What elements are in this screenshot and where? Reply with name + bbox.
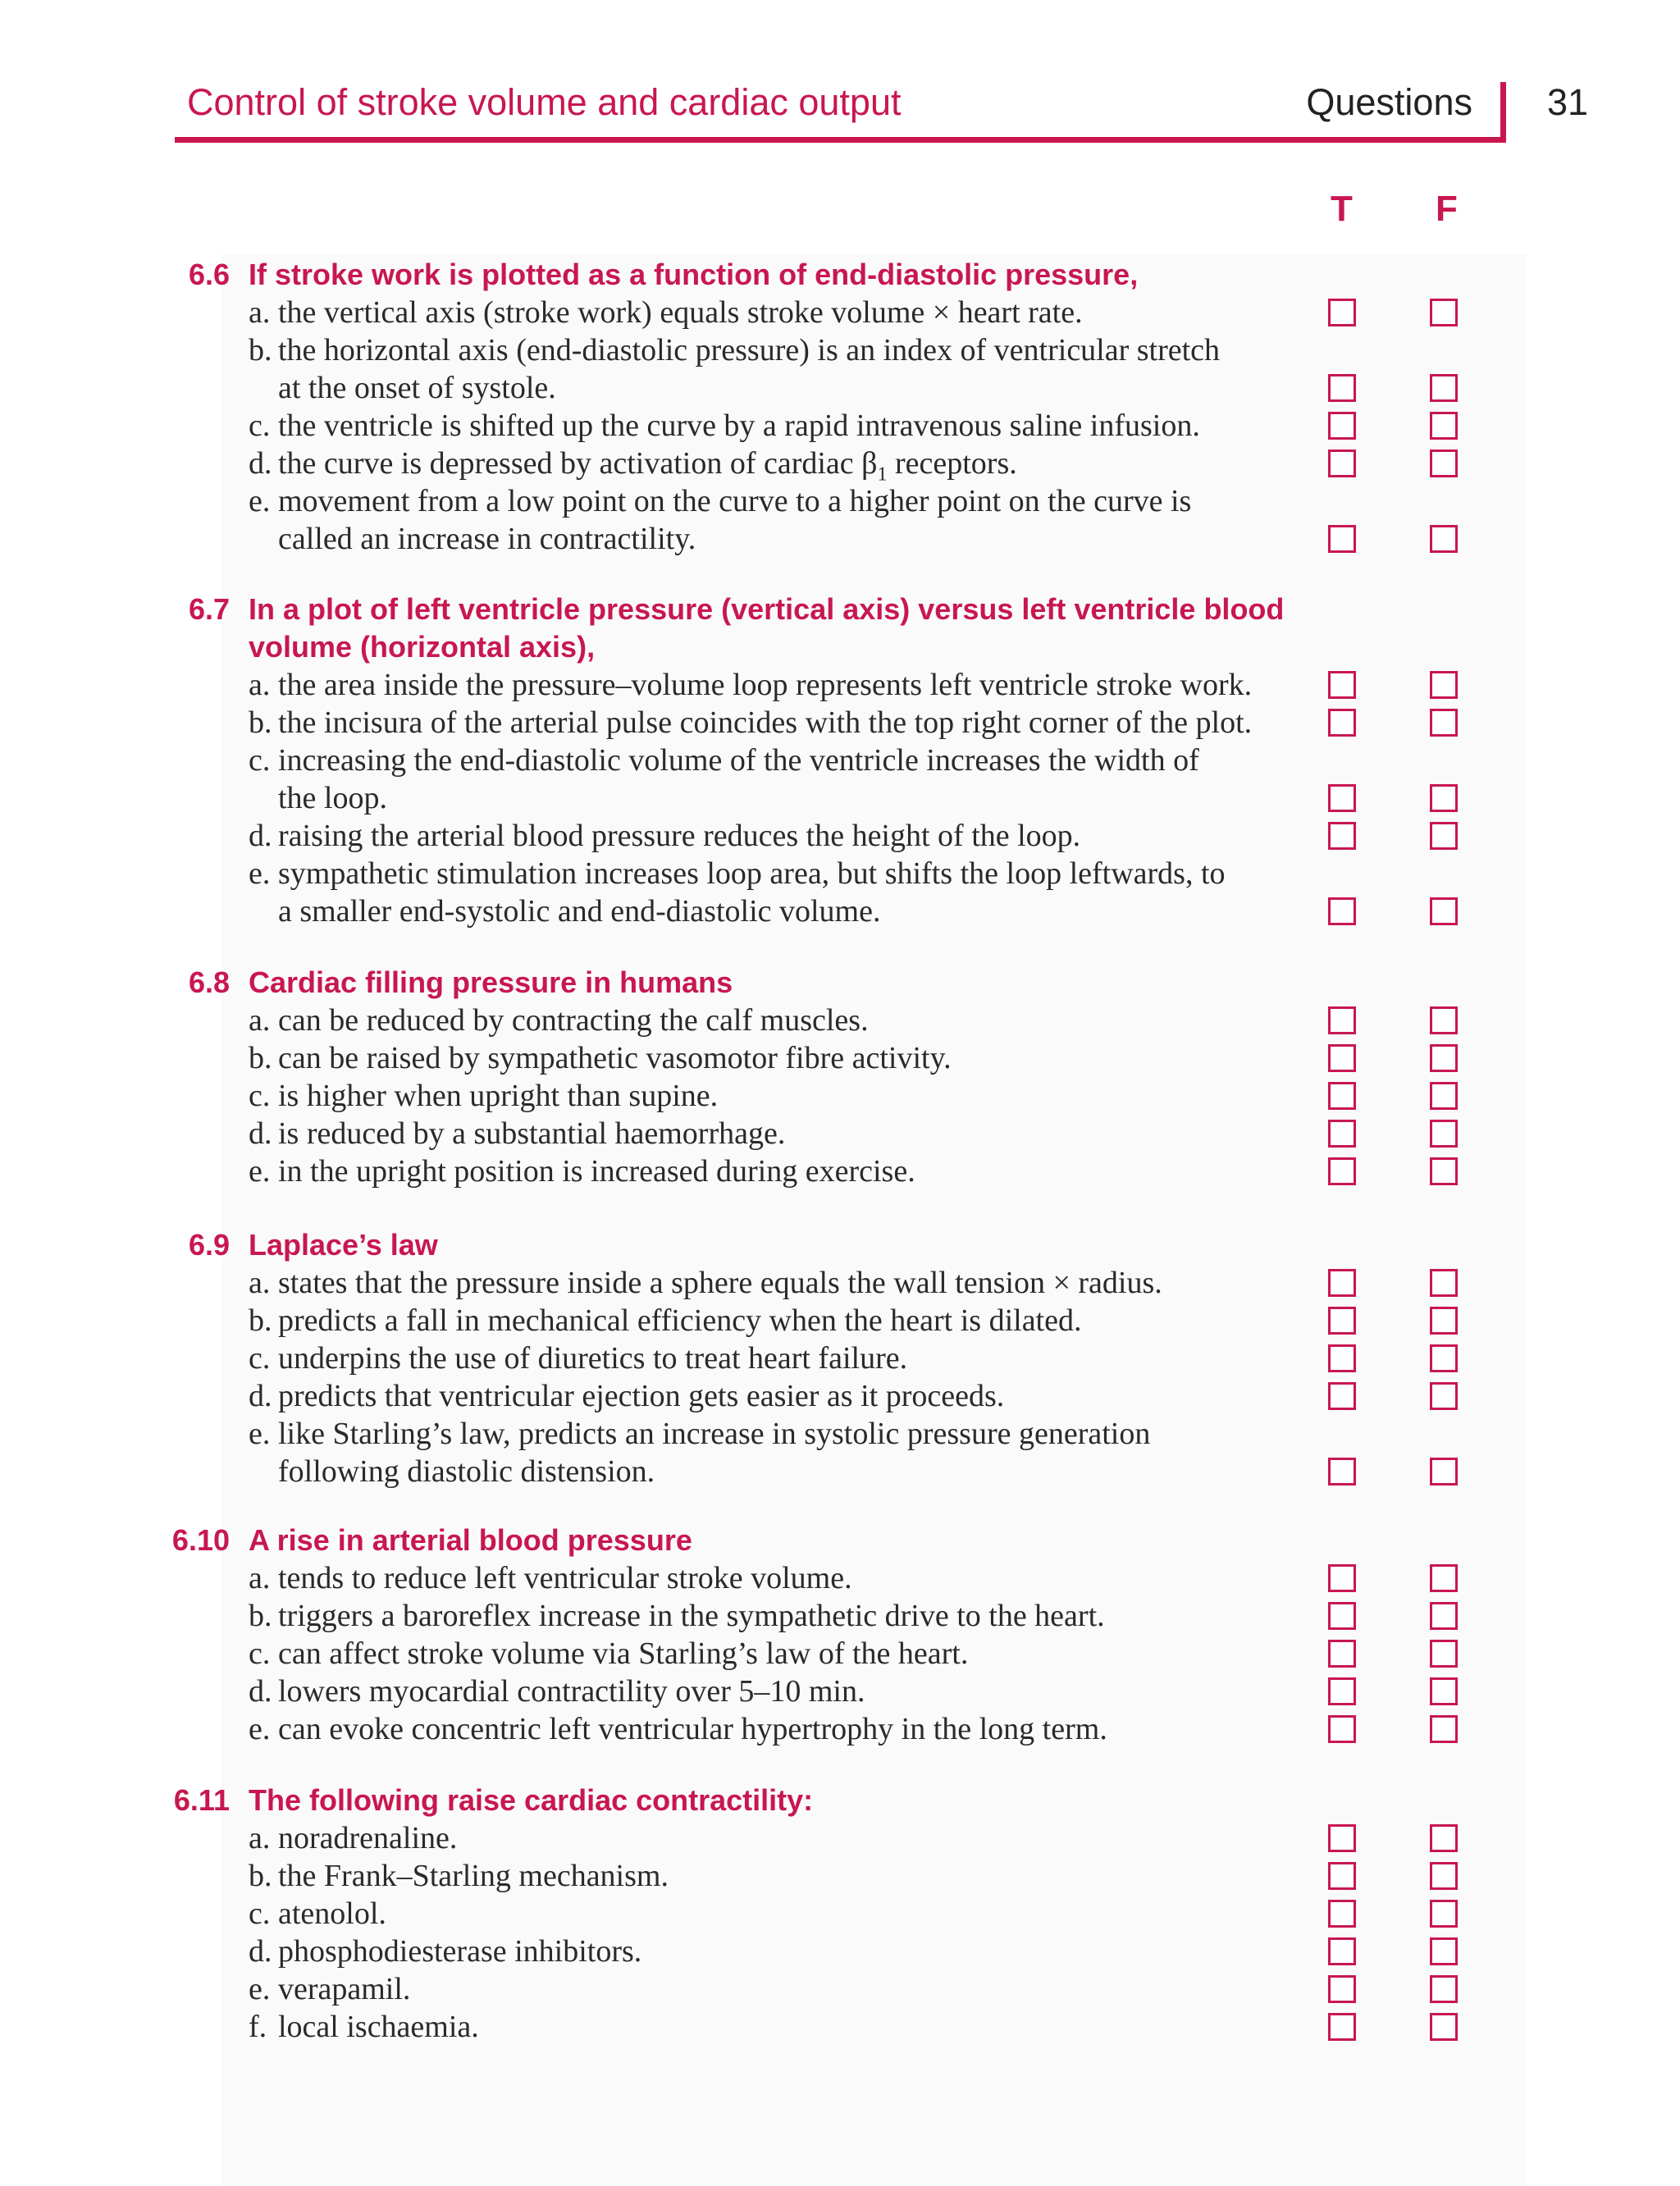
option-text [249, 1635, 968, 1673]
option-line: lowers myocardial contractility over 5–10 min. [278, 1674, 865, 1709]
option-line: predicts a fall in mechanical efficiency when the heart is dilated. [278, 1303, 1082, 1338]
option-label: b. [249, 1859, 272, 1893]
true-checkbox[interactable] [1328, 1157, 1356, 1185]
option-label: e. [249, 1972, 271, 2006]
option-text [249, 1077, 718, 1115]
option-text [249, 742, 1199, 779]
option-label: e. [249, 856, 271, 891]
option-text [249, 1559, 852, 1597]
option-label: e. [249, 484, 271, 518]
option-line: states that the pressure inside a sphere equals the wall tension × radius. [278, 1266, 1162, 1300]
false-checkbox[interactable] [1430, 1824, 1458, 1852]
true-checkbox[interactable] [1328, 299, 1356, 326]
option-text-continued [278, 369, 556, 407]
true-checkbox[interactable] [1328, 2013, 1356, 2041]
option-text [249, 1377, 1004, 1415]
true-checkbox[interactable] [1328, 1382, 1356, 1410]
option-text [249, 407, 1200, 445]
false-checkbox[interactable] [1430, 299, 1458, 326]
false-checkbox[interactable] [1430, 1120, 1458, 1148]
true-checkbox[interactable] [1328, 1677, 1356, 1705]
option-line-tail: receptors. [887, 446, 1017, 481]
true-checkbox[interactable] [1328, 1900, 1356, 1928]
question-stem: Laplace’s law [249, 1228, 438, 1262]
option-line: called an increase in contractility. [278, 522, 696, 556]
header-divider [1500, 82, 1506, 143]
true-checkbox[interactable] [1328, 1975, 1356, 2003]
option-line: is reduced by a substantial haemorrhage. [278, 1116, 786, 1151]
false-checkbox[interactable] [1430, 525, 1458, 553]
option-line: is higher when upright than supine. [278, 1079, 719, 1113]
question-stem: In a plot of left ventricle pressure (vertical axis) versus left ventricle blood [249, 592, 1285, 626]
false-checkbox[interactable] [1430, 1458, 1458, 1485]
option-label: d. [249, 1379, 272, 1413]
question-stem: Cardiac filling pressure in humans [249, 965, 733, 999]
true-checkbox[interactable] [1328, 450, 1356, 477]
true-checkbox[interactable] [1328, 784, 1356, 812]
page-number: 31 [1547, 81, 1589, 123]
option-label: d. [249, 1674, 272, 1709]
option-label: a. [249, 295, 271, 330]
option-label: e. [249, 1712, 271, 1746]
question-number: 6.7 [188, 592, 230, 626]
question-number: 6.10 [171, 1523, 230, 1557]
option-text [249, 1152, 915, 1190]
option-label: a. [249, 1821, 271, 1855]
true-checkbox[interactable] [1328, 1307, 1356, 1335]
true-checkbox[interactable] [1328, 897, 1356, 925]
option-label: c. [249, 1636, 271, 1671]
option-line: the vertical axis (stroke work) equals stroke volume × heart rate. [278, 295, 1083, 330]
option-label: c. [249, 1896, 271, 1931]
option-line: underpins the use of diuretics to treat heart failure. [278, 1341, 908, 1376]
option-text [249, 1002, 869, 1039]
option-line: at the onset of systole. [278, 371, 556, 405]
true-checkbox[interactable] [1328, 1344, 1356, 1372]
option-text [249, 1597, 1105, 1635]
option-text [249, 1302, 1081, 1339]
false-checkbox[interactable] [1430, 897, 1458, 925]
true-checkbox[interactable] [1328, 1120, 1356, 1148]
true-checkbox[interactable] [1328, 1640, 1356, 1668]
option-line: can evoke concentric left ventricular hypertrophy in the long term. [278, 1712, 1107, 1746]
option-text [249, 1710, 1107, 1748]
column-head-false: F [1436, 189, 1458, 229]
false-checkbox[interactable] [1430, 1640, 1458, 1668]
true-checkbox[interactable] [1328, 1937, 1356, 1965]
false-checkbox[interactable] [1430, 1269, 1458, 1297]
false-checkbox[interactable] [1430, 1344, 1458, 1372]
option-text [249, 1819, 457, 1857]
true-checkbox[interactable] [1328, 374, 1356, 402]
option-line: the Frank–Starling mechanism. [278, 1859, 669, 1893]
option-text [249, 704, 1252, 742]
subscript: 1 [877, 463, 888, 486]
option-label: d. [249, 1934, 272, 1969]
question-number: 6.11 [173, 1783, 230, 1817]
option-line: following diastolic distension. [278, 1454, 655, 1489]
section-label: Questions [1306, 81, 1472, 123]
option-text [249, 1339, 907, 1377]
option-text [249, 445, 1017, 486]
true-checkbox[interactable] [1328, 1082, 1356, 1110]
option-label: a. [249, 1003, 271, 1038]
question-stem: A rise in arterial blood pressure [249, 1523, 692, 1557]
false-checkbox[interactable] [1430, 1715, 1458, 1743]
option-text [249, 1970, 410, 2008]
option-line: the curve is depressed by activation of cardiac β [278, 446, 878, 481]
false-checkbox[interactable] [1430, 709, 1458, 737]
option-text-continued [278, 520, 696, 558]
option-label: b. [249, 1303, 272, 1338]
false-checkbox[interactable] [1430, 1602, 1458, 1630]
option-label: b. [249, 1041, 272, 1075]
option-text [249, 666, 1252, 704]
true-checkbox[interactable] [1328, 412, 1356, 440]
true-checkbox[interactable] [1328, 1006, 1356, 1034]
false-checkbox[interactable] [1430, 1975, 1458, 2003]
option-label: c. [249, 408, 271, 443]
option-text [249, 1933, 641, 1970]
option-line: noradrenaline. [278, 1821, 458, 1855]
option-label: d. [249, 819, 272, 853]
option-text [249, 1857, 669, 1895]
option-line: sympathetic stimulation increases loop area, but shifts the loop leftwards, to [278, 856, 1226, 891]
option-label: e. [249, 1154, 271, 1189]
option-text-continued [278, 1453, 655, 1490]
option-text [249, 855, 1226, 892]
false-checkbox[interactable] [1430, 412, 1458, 440]
false-checkbox[interactable] [1430, 784, 1458, 812]
question-stem: The following raise cardiac contractility: [249, 1783, 814, 1817]
true-checkbox[interactable] [1328, 709, 1356, 737]
question-number: 6.9 [188, 1228, 230, 1262]
option-text [249, 1264, 1162, 1302]
false-checkbox[interactable] [1430, 1006, 1458, 1034]
option-line: increasing the end-diastolic volume of the ventricle increases the width of [278, 743, 1199, 778]
false-checkbox[interactable] [1430, 1900, 1458, 1928]
false-checkbox[interactable] [1430, 1082, 1458, 1110]
false-checkbox[interactable] [1430, 1677, 1458, 1705]
option-text [249, 1039, 952, 1077]
true-checkbox[interactable] [1328, 525, 1356, 553]
false-checkbox[interactable] [1430, 1044, 1458, 1072]
true-checkbox[interactable] [1328, 1824, 1356, 1852]
option-line: tends to reduce left ventricular stroke volume. [278, 1561, 852, 1595]
header-rule [175, 137, 1506, 143]
false-checkbox[interactable] [1430, 450, 1458, 477]
option-line: triggers a baroreflex increase in the sympathetic drive to the heart. [278, 1599, 1105, 1633]
question-number: 6.6 [188, 258, 230, 291]
chapter-title: Control of stroke volume and cardiac output [187, 81, 902, 123]
option-text [249, 1673, 865, 1710]
false-checkbox[interactable] [1430, 374, 1458, 402]
true-checkbox[interactable] [1328, 1564, 1356, 1592]
option-text [249, 1895, 386, 1933]
option-label: b. [249, 705, 272, 740]
option-line: phosphodiesterase inhibitors. [278, 1934, 642, 1969]
option-text-continued [278, 892, 880, 930]
option-text [249, 1115, 785, 1152]
option-line: the horizontal axis (end-diastolic pressure) is an index of ventricular stretch [278, 333, 1221, 367]
option-text [249, 331, 1220, 369]
question-stem: volume (horizontal axis), [249, 630, 596, 664]
option-line: predicts that ventricular ejection gets easier as it proceeds. [278, 1379, 1005, 1413]
option-line: movement from a low point on the curve to a higher point on the curve is [278, 484, 1192, 518]
true-checkbox[interactable] [1328, 1044, 1356, 1072]
true-checkbox[interactable] [1328, 671, 1356, 699]
true-checkbox[interactable] [1328, 1458, 1356, 1485]
false-checkbox[interactable] [1430, 1862, 1458, 1890]
option-label: d. [249, 446, 272, 481]
option-line: the loop. [278, 781, 387, 815]
false-checkbox[interactable] [1430, 2013, 1458, 2041]
option-text [249, 1415, 1150, 1453]
false-checkbox[interactable] [1430, 671, 1458, 699]
option-line: can be raised by sympathetic vasomotor fibre activity. [278, 1041, 952, 1075]
option-label: a. [249, 668, 271, 702]
running-header [175, 57, 1504, 143]
option-line: local ischaemia. [278, 2010, 479, 2044]
false-checkbox[interactable] [1430, 1307, 1458, 1335]
true-checkbox[interactable] [1328, 1269, 1356, 1297]
option-label: d. [249, 1116, 272, 1151]
option-line: can affect stroke volume via Starling’s law of the heart. [278, 1636, 969, 1671]
false-checkbox[interactable] [1430, 1564, 1458, 1592]
option-line: the ventricle is shifted up the curve by a rapid intravenous saline infusion. [278, 408, 1200, 443]
question-number: 6.8 [188, 965, 230, 999]
option-text [249, 294, 1083, 331]
option-label: e. [249, 1417, 271, 1451]
option-label: c. [249, 1079, 271, 1113]
option-text [249, 817, 1080, 855]
false-checkbox[interactable] [1430, 1937, 1458, 1965]
option-label: f. [249, 2010, 267, 2044]
false-checkbox[interactable] [1430, 822, 1458, 850]
column-head-true: T [1331, 189, 1353, 229]
option-line: like Starling’s law, predicts an increase in systolic pressure generation [278, 1417, 1151, 1451]
true-checkbox[interactable] [1328, 1715, 1356, 1743]
option-line: a smaller end-systolic and end-diastolic volume. [278, 894, 881, 929]
option-text-continued [278, 779, 387, 817]
option-line: raising the arterial blood pressure reduces the height of the loop. [278, 819, 1081, 853]
option-line: atenolol. [278, 1896, 386, 1931]
option-line: verapamil. [278, 1972, 411, 2006]
option-line: can be reduced by contracting the calf muscles. [278, 1003, 869, 1038]
question-stem: If stroke work is plotted as a function of end-diastolic pressure, [249, 258, 1139, 291]
true-checkbox[interactable] [1328, 822, 1356, 850]
option-line: the area inside the pressure–volume loop represents left ventricle stroke work. [278, 668, 1253, 702]
option-label: c. [249, 743, 271, 778]
option-text [249, 2008, 479, 2046]
false-checkbox[interactable] [1430, 1382, 1458, 1410]
true-checkbox[interactable] [1328, 1602, 1356, 1630]
option-line: in the upright position is increased during exercise. [278, 1154, 915, 1189]
true-checkbox[interactable] [1328, 1862, 1356, 1890]
option-text [249, 482, 1191, 520]
option-label: a. [249, 1561, 271, 1595]
option-label: b. [249, 1599, 272, 1633]
option-label: b. [249, 333, 272, 367]
option-label: a. [249, 1266, 271, 1300]
false-checkbox[interactable] [1430, 1157, 1458, 1185]
option-label: c. [249, 1341, 271, 1376]
option-line: the incisura of the arterial pulse coincides with the top right corner of the plot. [278, 705, 1253, 740]
